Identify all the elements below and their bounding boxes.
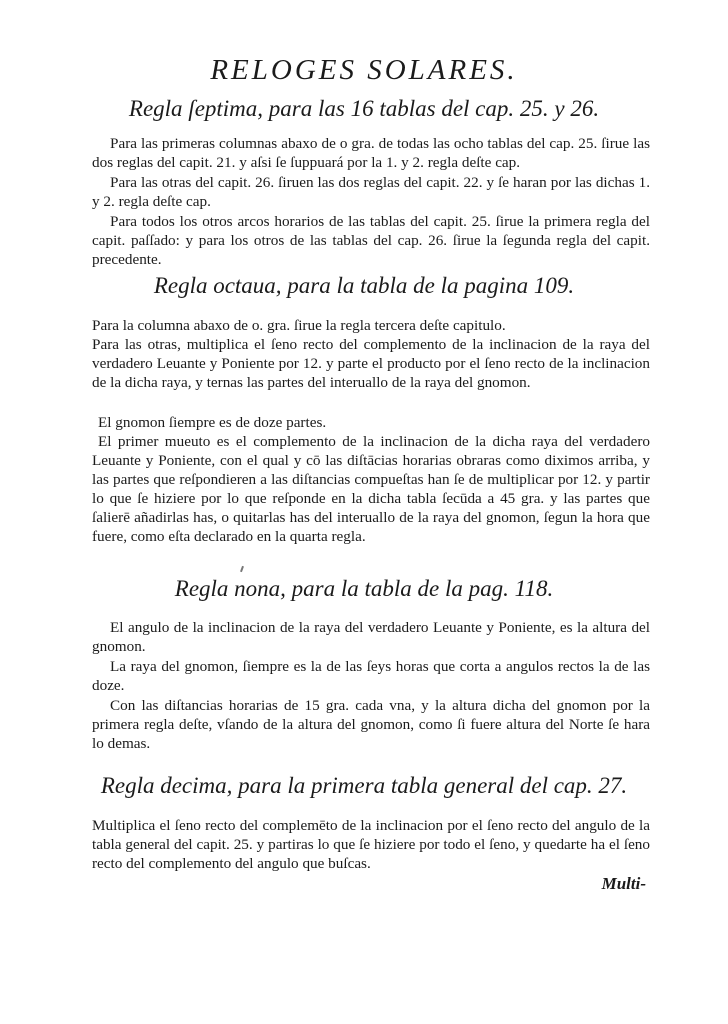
section-title-regla-nona: Regla nona, para la tabla de la pag. 118. bbox=[174, 576, 554, 601]
paragraph: Para todos los otros arcos horarios de las tablas del capit. 25. ſirue la primera regla del capit. paſſado: y para los otros de las tablas del cap. 26. ſirue la ſegunda regla del capit. precedente. bbox=[92, 213, 650, 268]
paragraph: Para las primeras columnas abaxo de o gra. de todas las ocho tablas del cap. 25. ſirue las dos reglas del capit. 21. y aſsi ſe ſuppuará por la 1. y 2. regla deſte cap. bbox=[92, 135, 650, 171]
catchword: Multi- bbox=[601, 874, 646, 893]
section-title-regla-decima: Regla decima, para la primera tabla general del cap. 27. bbox=[100, 773, 628, 798]
paragraph: Para las otras, multiplica el ſeno recto del complemento de la inclinacion de la raya del verdadero Leuante y Poniente por 12. y parte el producto por el ſeno recto de la inclinacion de la dicha raya, y ternas las partes del interuallo de la raya del gnomon. bbox=[92, 336, 650, 391]
paragraph: Con las diſtancias horarias de 15 gra. cada vna, y la altura dicha del gnomon por la primera regla deſte, vſando de la altura del gnomon, como ſi fuere altura del Norte ſe hara lo demas. bbox=[92, 697, 650, 752]
paragraph: Para la columna abaxo de o. gra. ſirue la regla tercera deſte capitulo. bbox=[92, 317, 506, 334]
running-head: RELOGES SOLARES. bbox=[210, 54, 518, 86]
paragraph: El primer mueuto es el complemento de la inclinacion de la dicha raya del verdadero Leuante y Poniente, con el qual y cō las diſtācias horarias obraras como diximos arriba, y las partes que reſpondieren a las diſtancias compueſtas han ſe de multiplicar por 12. y partir lo que ſe hiziere por lo que reſponde en la dicha tabla ſecūda a 45 gra. y las partes que ſalierē añadirlas has, o quitarlas has del interuallo de la raya del gnomon, ſegun la hora que fuere, como eſta declarado en la quarta regla. bbox=[92, 433, 650, 545]
paragraph: El angulo de la inclinacion de la raya del verdadero Leuante y Poniente, es la altura del gnomon. bbox=[92, 619, 650, 655]
paragraph: La raya del gnomon, ſiempre es la de las ſeys horas que corta a angulos rectos la de las doze. bbox=[92, 658, 650, 694]
paragraph: Para las otras del capit. 26. ſiruen las dos reglas del capit. 22. y ſe haran por las dichas 1. y 2. regla deſte cap. bbox=[92, 174, 650, 210]
section-title-regla-septima: Regla ſeptima, para las 16 tablas del cap. 25. y 26. bbox=[128, 96, 600, 121]
paragraph: Multiplica el ſeno recto del complemēto de la inclinacion por el ſeno recto del angulo de la tabla general del capit. 25. y partiras lo que ſe hiziere por todo el ſeno, y quedarte ha el ſeno recto del complemento del angulo que buſcas. bbox=[92, 817, 650, 872]
stray-pen-mark bbox=[240, 566, 244, 572]
section-title-regla-octaua: Regla octaua, para la tabla de la pagina 109. bbox=[153, 273, 575, 298]
paragraph: El gnomon ſiempre es de doze partes. bbox=[98, 414, 327, 431]
